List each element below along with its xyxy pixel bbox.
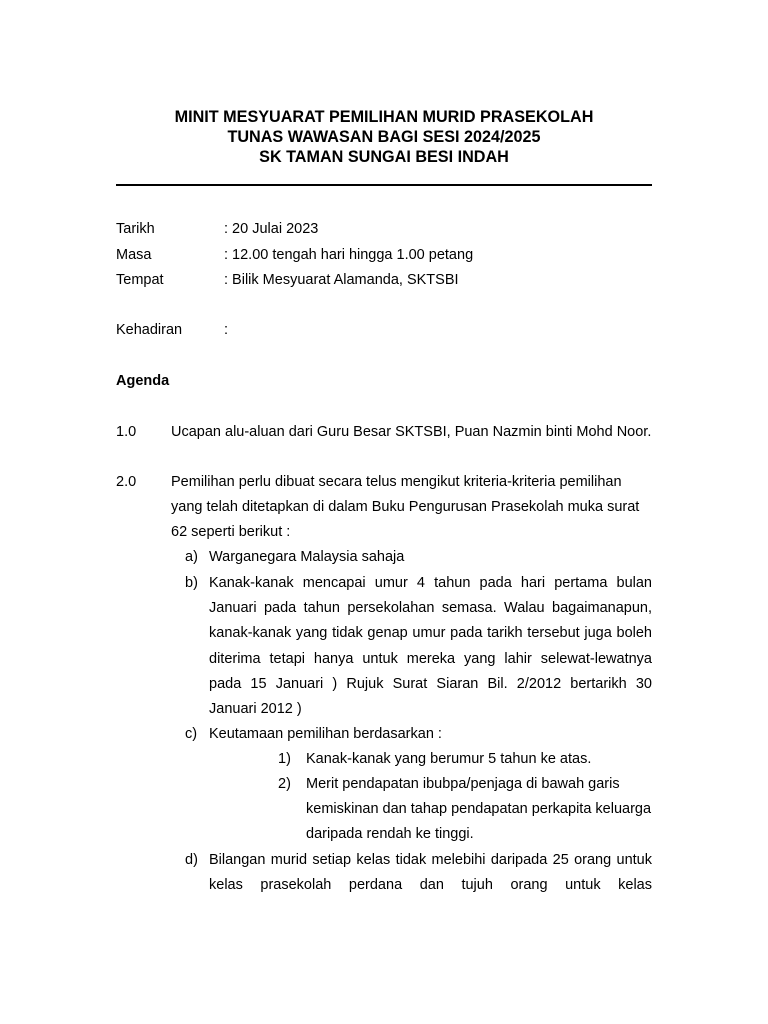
agenda-item-2-text: Pemilihan perlu dibuat secara telus mengikut kriteria-kriteria pemilihan yang telah ditetapkan di dalam Buku Pengurusan Prasekolah muka surat 62 seperti berikut :: [171, 474, 640, 541]
subitem-c-point-1-number: 1): [278, 751, 291, 767]
title-divider: [116, 184, 652, 186]
subitem-c-point-2-number: 2): [278, 776, 291, 792]
subitem-c-letter: c): [185, 726, 198, 742]
tempat-value: : Bilik Mesyuarat Alamanda, SKTSBI: [224, 272, 459, 288]
agenda-item-1-text: Ucapan alu-aluan dari Guru Besar SKTSBI, Puan Nazmin binti Mohd Noor.: [171, 424, 652, 440]
title-line-1: MINIT MESYUARAT PEMILIHAN MURID PRASEKOLAH: [174, 108, 594, 126]
masa-label: Masa: [116, 247, 152, 263]
subitem-c-point-2-text: Merit pendapatan ibubpa/penjaga di bawah garis kemiskinan dan tahap pendapatan perkapita keluarga daripada rendah ke tinggi.: [306, 776, 652, 843]
subitem-b-letter: b): [185, 575, 198, 591]
subitem-a-text: Warganegara Malaysia sahaja: [209, 549, 405, 565]
tempat-label: Tempat: [116, 272, 164, 288]
kehadiran-label: Kehadiran: [116, 322, 183, 338]
document-title: [116, 107, 652, 167]
subitem-c-point-1-text: Kanak-kanak yang berumur 5 tahun ke atas.: [306, 751, 592, 767]
title-line-2: TUNAS WAWASAN BAGI SESI 2024/2025: [227, 128, 541, 146]
agenda-item-2-number: 2.0: [116, 474, 137, 490]
subitem-a-letter: a): [185, 549, 198, 565]
subitem-d-letter: d): [185, 852, 198, 868]
kehadiran-value: :: [224, 322, 229, 338]
subitem-d-text: Bilangan murid setiap kelas tidak melebihi daripada 25 orang untuk kelas prasekolah perdana dan tujuh orang untuk kelas: [209, 852, 652, 894]
agenda-item-1-number: 1.0: [116, 424, 137, 440]
tarikh-value: : 20 Julai 2023: [224, 221, 319, 237]
subitem-b-text: Kanak-kanak mencapai umur 4 tahun pada hari pertama bulan Januari pada tahun persekolahan semasa. Walau bagaimanapun, kanak-kanak yang tidak genap umur pada tarikh tersebut juga boleh diterima tetapi hanya untuk mereka yang lahir selewat-lewatnya pada 15 Januari ) Rujuk Surat Siaran Bil. 2/2012 bertarikh 30 Januari 2012 ): [209, 575, 652, 718]
tarikh-label: Tarikh: [116, 221, 155, 237]
masa-value: : 12.00 tengah hari hingga 1.00 petang: [224, 247, 474, 263]
title-line-3: SK TAMAN SUNGAI BESI INDAH: [259, 148, 509, 166]
agenda-heading: Agenda: [116, 373, 170, 389]
subitem-c-text: Keutamaan pemilihan berdasarkan :: [209, 726, 442, 742]
